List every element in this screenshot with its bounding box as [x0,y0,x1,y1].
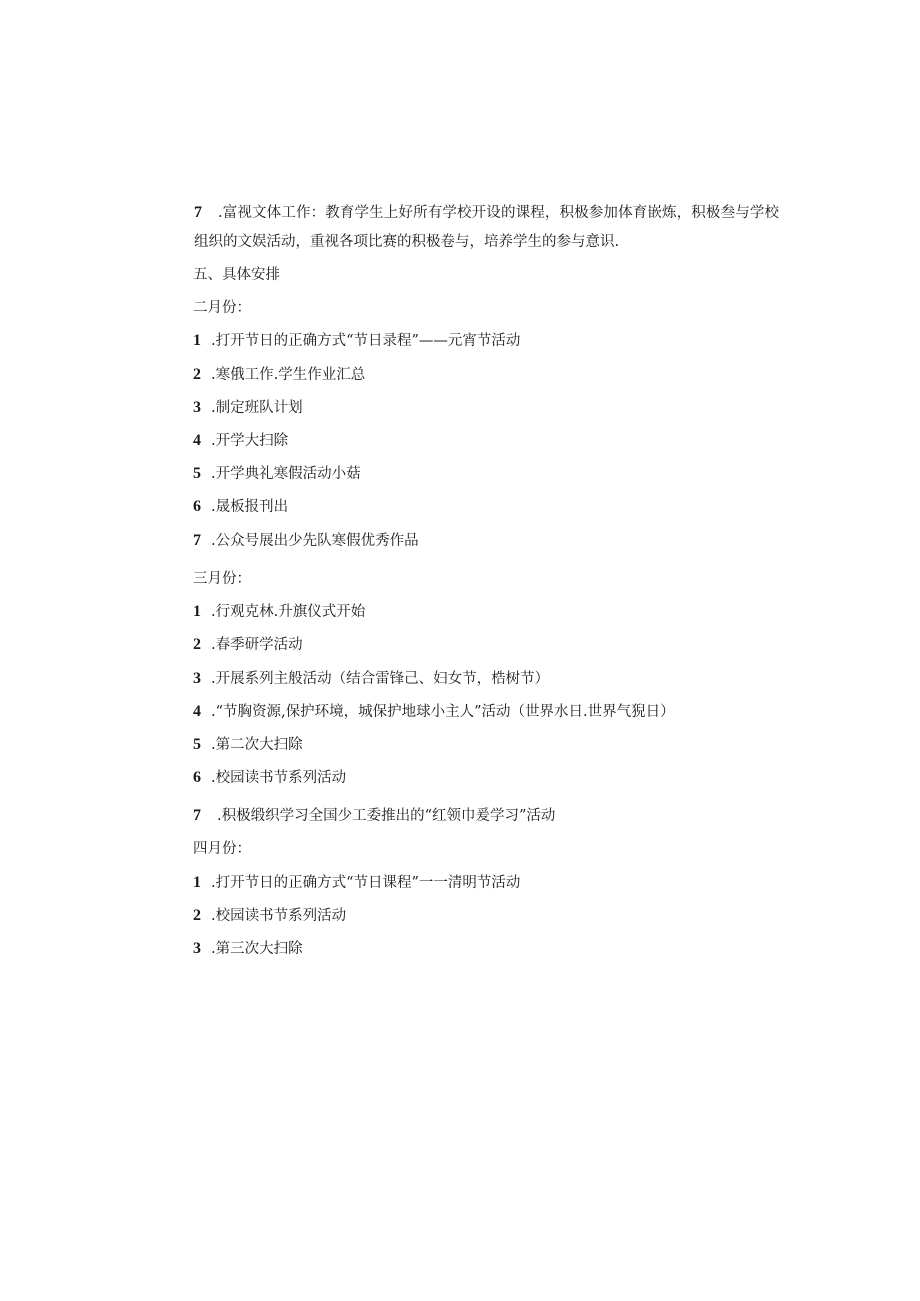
item-text: .春季研学活动 [211,637,303,653]
item-text: .校园读书节系列活动 [211,908,347,924]
item-number: 3 [193,399,201,416]
list-item [193,735,303,755]
item-text: .第二次大扫除 [211,737,303,753]
item-text: .公众号展出少先队寒假优秀作品 [211,533,419,549]
item-number: 2 [193,366,201,383]
item-number: 5 [193,465,201,482]
item-number: 3 [193,940,201,957]
list-item [193,365,365,385]
item-text: .开展系列主般活动（结合雷锋己、妇女节，梏树节） [211,671,550,687]
item-text: .“节胸资源,保护环境，城保护地球小主人”活动（世界水日.世界气猊日） [211,704,675,720]
item-text: .寒俄工作.学生作业汇总 [211,367,366,383]
month-label-feb: 二月份： [193,300,251,316]
list-item [193,873,520,893]
list-item [193,669,549,689]
list-item [193,431,288,451]
item-text: .开学大扫除 [211,433,289,449]
list-item [193,464,361,484]
item-number: 3 [193,670,201,687]
item-text: .打开节日的正确方式“节日课程”一一清明节活动 [211,875,521,891]
item-number: 2 [193,636,201,653]
item-number: 6 [193,498,201,515]
item-number: 7 [193,807,201,824]
list-item [193,702,675,722]
list-item [193,806,555,826]
item-text: .开学典礼寒假活动小菇 [211,466,361,482]
list-item [193,398,303,418]
list-item [193,497,288,517]
list-item [193,939,303,959]
item-text: .制定班队计划 [211,400,303,416]
item-number: 7 [194,204,202,221]
item-number: 6 [193,769,201,786]
intro-paragraph [194,198,779,257]
item-number: 4 [193,432,201,449]
item-text: .积极缎织学习全国少工委推出的“红领巾爰学习”活动 [217,808,556,824]
section-title: 五、具体安排 [193,267,280,283]
list-item [193,602,365,622]
item-text: .打开节日的正确方式“节日录程”——元宵节活动 [211,333,521,349]
item-number: 4 [193,703,201,720]
list-item [193,635,303,655]
item-text: .晟板报刊出 [211,499,289,515]
item-number: 7 [193,532,201,549]
item-text: .行观克林.升旗仪式开始 [211,604,366,620]
item-number: 1 [193,332,201,349]
month-label-mar: 三月份： [193,571,251,587]
item-number: 1 [193,603,201,620]
item-text: .富视文体工作：教育学生上好所有学校开设的课程，积极参加体育嵌炼，积极叁与学校组织的文娱活动，重视各项比赛的积极卷与，培养学生的参与意识. [194,205,779,250]
list-item [193,768,346,788]
list-item [193,906,346,926]
item-text: .校园读书节系列活动 [211,770,347,786]
item-number: 1 [193,874,201,891]
month-label-apr: 四月份： [193,841,251,857]
item-text: .第三次大扫除 [211,941,303,957]
list-item [193,331,520,351]
item-number: 2 [193,907,201,924]
item-number: 5 [193,736,201,753]
list-item [193,531,419,551]
